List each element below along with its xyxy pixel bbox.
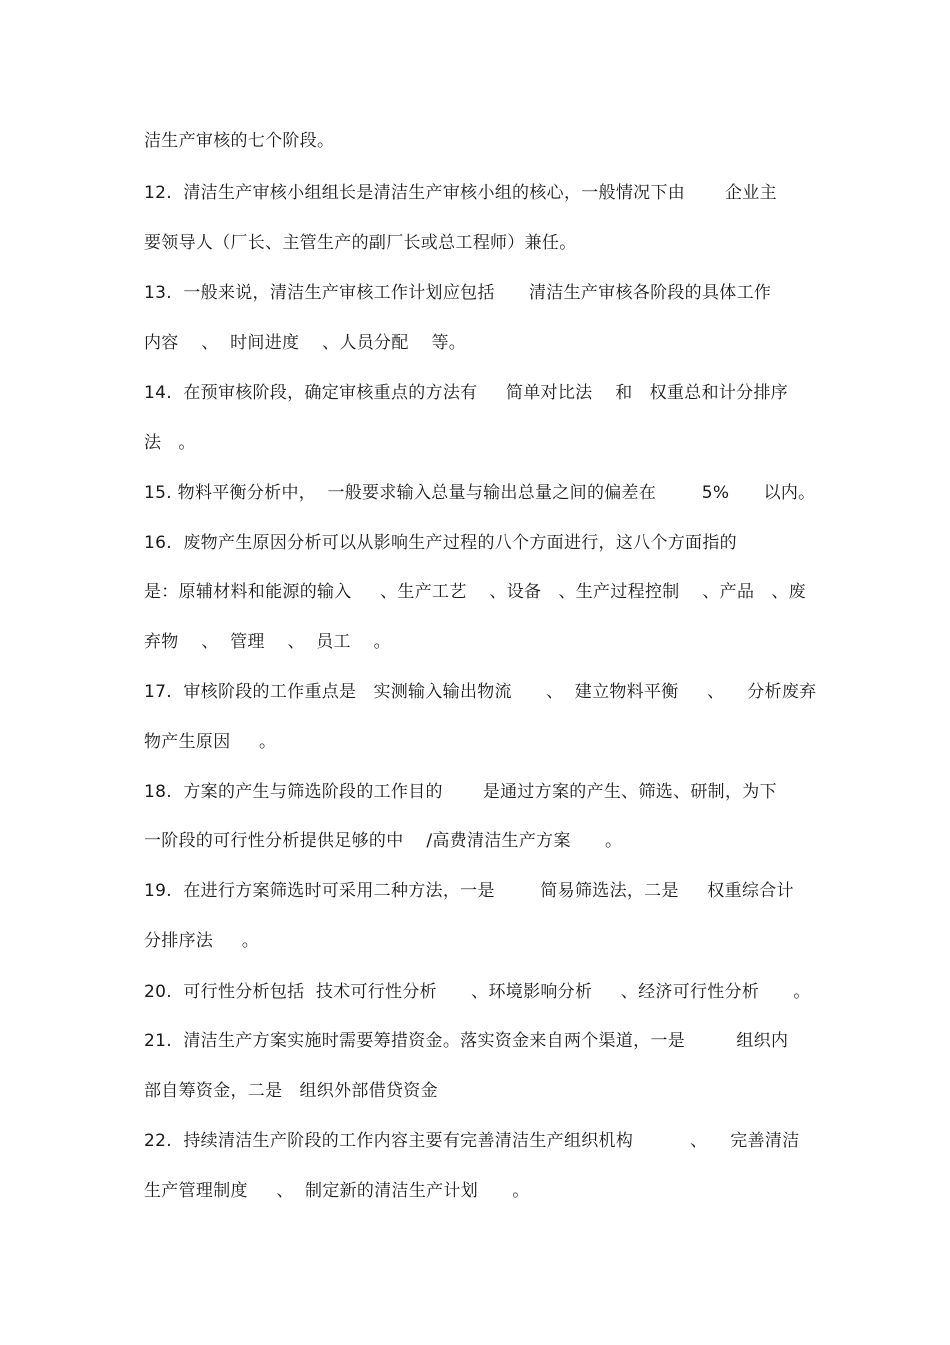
text-line: 14. 在预审核阶段，确定审核重点的方法有 简单对比法 和 权重总和计分排序 bbox=[144, 383, 789, 403]
text-line: 内容 、 时间进度 、人员分配 等。 bbox=[144, 333, 467, 353]
text-line: 要领导人（厂长、主管生产的副厂长或总工程师）兼任。 bbox=[144, 233, 577, 253]
text-line: 部自筹资金，二是 组织外部借贷资金 bbox=[144, 1081, 438, 1101]
text-line: 21. 清洁生产方案实施时需要筹措资金。落实资金来自两个渠道，一是 组织内 bbox=[144, 1031, 789, 1051]
text-line: 洁生产审核的七个阶段。 bbox=[144, 131, 335, 151]
text-line: 分排序法 。 bbox=[144, 931, 260, 951]
text-line: 20. 可行性分析包括 技术可行性分析 、环境影响分析 、经济可行性分析 。 bbox=[144, 982, 811, 1002]
text-line: 弃物 、 管理 、 员工 。 bbox=[144, 632, 391, 652]
text-line: 12. 清洁生产审核小组组长是清洁生产审核小组的核心，一般情况下由 企业主 bbox=[144, 183, 777, 203]
text-line: 13. 一般来说，清洁生产审核工作计划应包括 清洁生产审核各阶段的具体工作 bbox=[144, 283, 772, 303]
text-line: 生产管理制度 、 制定新的清洁生产计划 。 bbox=[144, 1181, 530, 1201]
text-line: 19. 在进行方案筛选时可采用二种方法，一是 简易筛选法，二是 权重综合计 bbox=[144, 881, 794, 901]
text-line: 物产生原因 。 bbox=[144, 732, 277, 752]
text-line: 16. 废物产生原因分析可以从影响生产过程的八个方面进行，这八个方面指的 bbox=[144, 533, 737, 553]
text-line: 15. 物料平衡分析中， 一般要求输入总量与输出总量之间的偏差在 5% 以内。 bbox=[144, 483, 816, 503]
text-line: 17. 审核阶段的工作重点是 实测输入输出物流 、 建立物料平衡 、 分析废弃 bbox=[144, 682, 817, 702]
text-line: 22. 持续清洁生产阶段的工作内容主要有完善清洁生产组织机构 、 完善清洁 bbox=[144, 1131, 800, 1151]
text-line: 一阶段的可行性分析提供足够的中 /高费清洁生产方案 。 bbox=[144, 831, 623, 851]
text-line: 是：原辅材料和能源的输入 、生产工艺 、设备 、生产过程控制 、产品 、废 bbox=[144, 582, 806, 602]
text-line: 18. 方案的产生与筛选阶段的工作目的 是通过方案的产生、筛选、研制，为下 bbox=[144, 782, 777, 802]
text-line: 法 。 bbox=[144, 433, 196, 453]
